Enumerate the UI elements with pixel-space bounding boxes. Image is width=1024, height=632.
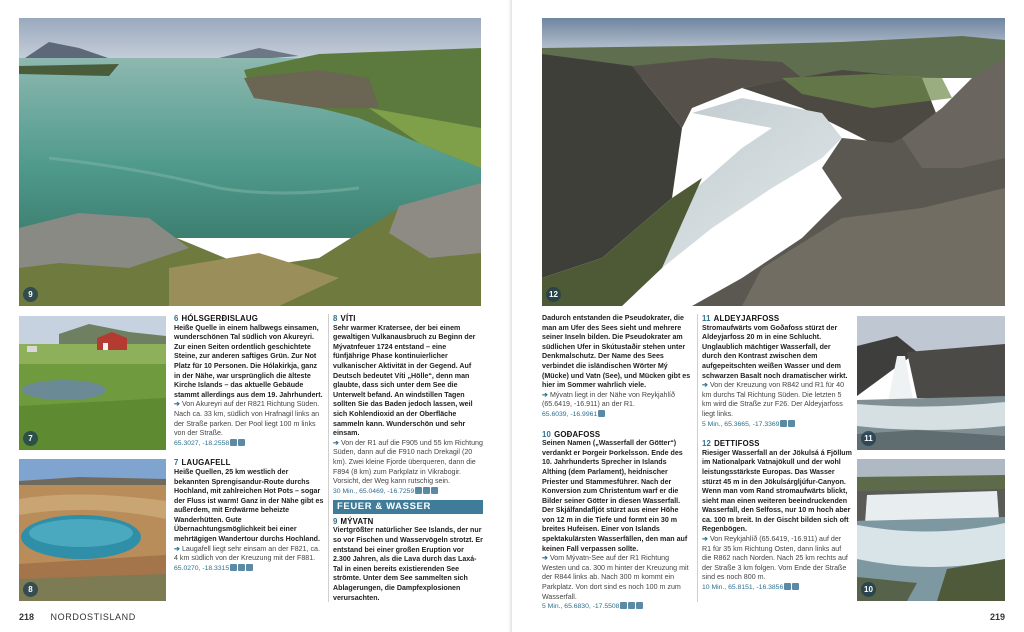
entry-title: HÓLSGERÐISLAUG	[181, 314, 258, 323]
parking-icon	[788, 420, 795, 427]
hiking-icon	[238, 564, 245, 571]
info-icon	[620, 602, 627, 609]
entry-directions	[702, 535, 852, 593]
running-title: NORDOSTISLAND	[50, 612, 136, 622]
entry-number: 8	[333, 314, 338, 323]
page-number: 219	[989, 612, 1005, 622]
entry-text: Viertgrößter natürlicher See Islands, der nur so vor Fischen und Wasservögeln strotzt. Er entstand bei einer großen Eruption vor 2.300 Jahren, als die Lava durch das Laxá-Tal in einen bereits existierenden See strömte. Unter dem See sammelten sich Ablagerungen, die Dampfexplosionen verursachten.	[333, 526, 483, 602]
entry-title: ALDEYJARFOSS	[713, 314, 780, 323]
entry-directions	[542, 554, 692, 612]
entry-heading	[542, 430, 692, 440]
right-page	[512, 0, 1024, 632]
entry-coordinates: 5 Min., 65.6830, -17.5508	[542, 603, 620, 611]
entry-title: LAUGAFELL	[181, 458, 231, 468]
entry-directions	[542, 391, 692, 420]
entry-directions	[333, 439, 483, 497]
entry-directions	[174, 545, 324, 574]
entry-text: Heiße Quellen, 25 km westlich der bekannten Sprengisandur-Route durchs Hochland, mit zahlreichen Hot Pots – sogar der Fluss ist warm! Ganz in der Nähe gibt es außerdem, mit Erdwärme beheizte Wanderhütten. Gute Übernachtungsmöglichkeit bei einer mehrtägigen Wandertour durchs Hochland.	[174, 467, 324, 544]
entry-text-continued: Dadurch entstanden die Pseudokrater, die man am Ufer des Sees sieht und mehrere seiner Inseln bilden. Die Pseudokrater am südlichen Ufer in Skútustaðir stehen unter Denkmalschutz. Der Name des Sees verbindet die isländischen Wörter Mý (Mücke) und Vatn (See), und Mücken gibt es hier im Sommer wahrlich viele.	[542, 314, 691, 390]
entry-text: Seinen Namen („Wasserfall der Götter“) verdankt er Þorgeir Þorkelsson. Ende des 10. Jahrhunderts Sprecher in Islands Althing (dem Parlament), heidnischer Priester und Stammesführer. Nach der Konversion zum Christentum warf er die Bilder seiner Götter in diesen Wasserfall. Der Skjálfandafljót stürzt aus einer Höhe von 12 m in die Tiefe und formt ein 30 m breites Hufeisen. Einer von Islands spektakulärsten Wasserfällen, den man auf keinen Fall verpassen sollte.	[542, 439, 688, 553]
column-divider	[697, 314, 698, 602]
page-number: 218	[19, 612, 35, 622]
column-left-b	[333, 314, 483, 603]
arrow-icon: ➔	[542, 554, 548, 563]
entry-coordinates: 65.6039, -16.9961	[542, 410, 598, 418]
entry-title: GOÐAFOSS	[554, 429, 601, 439]
column-right-b	[702, 314, 852, 593]
photo-number-badge: 12	[546, 287, 561, 302]
entry-coordinates: 30 Min., 65.0469, -16.7259	[333, 487, 415, 495]
entry-number: 11	[702, 314, 711, 323]
photo-number-badge: 11	[861, 431, 876, 446]
viti-crater-photo	[19, 459, 166, 601]
entry-directions-text: Mývatn liegt in der Nähe von Reykjahlíð (65.6419, -16.911) an der R1.	[542, 390, 675, 409]
photo-number-badge: 9	[23, 287, 38, 302]
entry-coordinates: 5 Min., 65.3665, -17.3369	[702, 420, 780, 428]
godafoss-photo	[857, 459, 1005, 601]
entry-heading	[333, 517, 483, 527]
entry-coordinates: 65.3027, -18.2558	[174, 439, 230, 447]
aldeyjarfoss-photo	[857, 316, 1005, 450]
entry-directions	[174, 400, 324, 448]
hiking-icon	[415, 487, 422, 494]
canyon-river-photo	[542, 18, 1005, 306]
entry-directions-text: Von Akureyri auf der R821 Richtung Süden. Nach ca. 33 km, südlich von Hrafnagil links an der Straße parken. Der Pool liegt 100 m links von der Straße.	[174, 400, 320, 438]
holsgerdislaug-photo	[19, 316, 166, 450]
parking-icon	[792, 583, 799, 590]
entry-coordinates: 10 Min., 65.8151, -16.3856	[702, 584, 784, 592]
info-icon	[598, 410, 605, 417]
arrow-icon: ➔	[333, 438, 339, 447]
entry-title: DETTIFOSS	[714, 439, 760, 449]
entry-heading	[702, 314, 852, 324]
entry-heading	[333, 314, 483, 324]
column-divider	[328, 314, 329, 602]
entry-heading	[174, 458, 324, 468]
entry-heading	[702, 439, 852, 449]
page-footer-left	[19, 612, 136, 622]
entry-text: Riesiger Wasserfall an der Jökulsá á Fjöllum im Nationalpark Vatnajökull und der wohl leistungsstärkste Europas. Das Wasser stürzt 45 m in den Jökulsárgljúfur-Canyon. Wenn man vom Rand stromaufwärts blickt, sieht man einen weiteren beeindruckenden Wasserfall, den Selfoss, nur 10 m hoch aber ca. 100 m breit. In der Gischt bilden sich oft Regenbögen.	[702, 448, 852, 534]
page-footer-right	[990, 612, 1005, 622]
entry-text: Stromaufwärts vom Goðafoss stürzt der Aldeyjarfoss 20 m in eine Schlucht. Unglaublich mächtiger Wasserfall, der durch den Kontrast zwischen dem aufgepeitschten weißen Wasser und dem schwarzen Basalt noch dramatischer wirkt.	[702, 323, 848, 380]
section-banner: FEUER & WASSER	[333, 500, 483, 514]
myvatn-lake-photo	[19, 18, 481, 306]
entry-coordinates: 65.0270, -18.3315	[174, 564, 230, 572]
entry-directions-text: Laugafell liegt sehr einsam an der F821, ca. 4 km südlich von der Kreuzung mit der F881.	[174, 544, 320, 563]
entry-number: 10	[542, 429, 552, 439]
entry-number: 12	[702, 439, 712, 449]
entry-title: VÍTI	[340, 314, 356, 323]
info-icon	[784, 583, 791, 590]
info-icon	[431, 487, 438, 494]
info-icon	[780, 420, 787, 427]
photo-number-badge: 8	[23, 582, 38, 597]
info-icon	[230, 439, 237, 446]
column-right-a	[542, 314, 692, 612]
entry-directions-text: Von Reykjahlíð (65.6419, -16.911) auf der R1 für 35 km Richtung Osten, dann links auf die R862 nach Norden. Nach 25 km rechts auf der Straße 3 km folgen. Vom Ende der Straße sind es noch 800 m.	[702, 535, 848, 582]
parking-icon	[238, 439, 245, 446]
arrow-icon: ➔	[174, 400, 180, 409]
arrow-icon: ➔	[174, 544, 180, 553]
photo-number-badge: 7	[23, 431, 38, 446]
parking-icon	[423, 487, 430, 494]
entry-number: 9	[333, 516, 338, 526]
entry-directions-text: Vom Mývatn-See auf der R1 Richtung Westen und ca. 300 m hinter der Kreuzung mit der R844 links ab. Nach 300 m kommt ein Parkplatz. Von dort sind es noch 100 m zum Wasserfall.	[542, 554, 689, 601]
entry-text: Heiße Quelle in einem halbwegs einsamen, wunderschönen Tal südlich von Akureyri. Zur einen Seiten ordentlich geschichtete Steine, zur anderen saftiges Grün. Zur Not Platz für 10 Personen. Die Hólakirkja, ganz in der Nähe, war ursprünglich die älteste Kirche Islands – das aktuelle Gebäude stammt allerdings aus dem 19. Jahrhundert.	[174, 323, 323, 399]
entry-directions-text: Von der Kreuzung von R842 und R1 für 40 km durchs Tal Richtung Süden. Die letzten 5 km wird die Straße zur F26. Der Aldeyjarfoss liegt links.	[702, 381, 845, 418]
camera-icon	[636, 602, 643, 609]
entry-directions-text: Von der R1 auf die F905 und 55 km Richtung Süden, dann auf die F910 nach Drekagil (20 km). Zwei kleine Fjorde überqueren, dann die F894 (8 km) zum Parkplatz in Vikrabogir. Vorsicht, der Weg kann rutschig sein.	[333, 438, 483, 486]
info-icon	[230, 564, 237, 571]
entry-heading	[174, 314, 324, 324]
entry-title: MÝVATN	[340, 516, 374, 526]
entry-number: 7	[174, 458, 179, 468]
entry-number: 6	[174, 314, 179, 323]
arrow-icon: ➔	[702, 381, 708, 390]
entry-directions	[702, 381, 852, 429]
column-left-a	[174, 314, 324, 573]
arrow-icon: ➔	[702, 535, 708, 544]
arrow-icon: ➔	[542, 390, 548, 399]
parking-icon	[628, 602, 635, 609]
parking-icon	[246, 564, 253, 571]
entry-text: Sehr warmer Kratersee, der bei einem gewaltigen Vulkanausbruch zu Beginn der Mývatnfeuer 1724 entstand – eine fünfjährige Phase kontinuierlicher vulkanischer Aktivität in der Gegend. Auf Deutsch bedeutet Víti „Hölle“, denn man glaubte, dass sich unter dem See die Unterwelt befand. An windstillen Tagen sollten Sie das Baden jedoch lassen, weil sich Kohlendioxid an der Oberfläche sammeln kann. Wunderschön und sehr einsam.	[333, 323, 476, 438]
photo-number-badge: 10	[861, 582, 876, 597]
